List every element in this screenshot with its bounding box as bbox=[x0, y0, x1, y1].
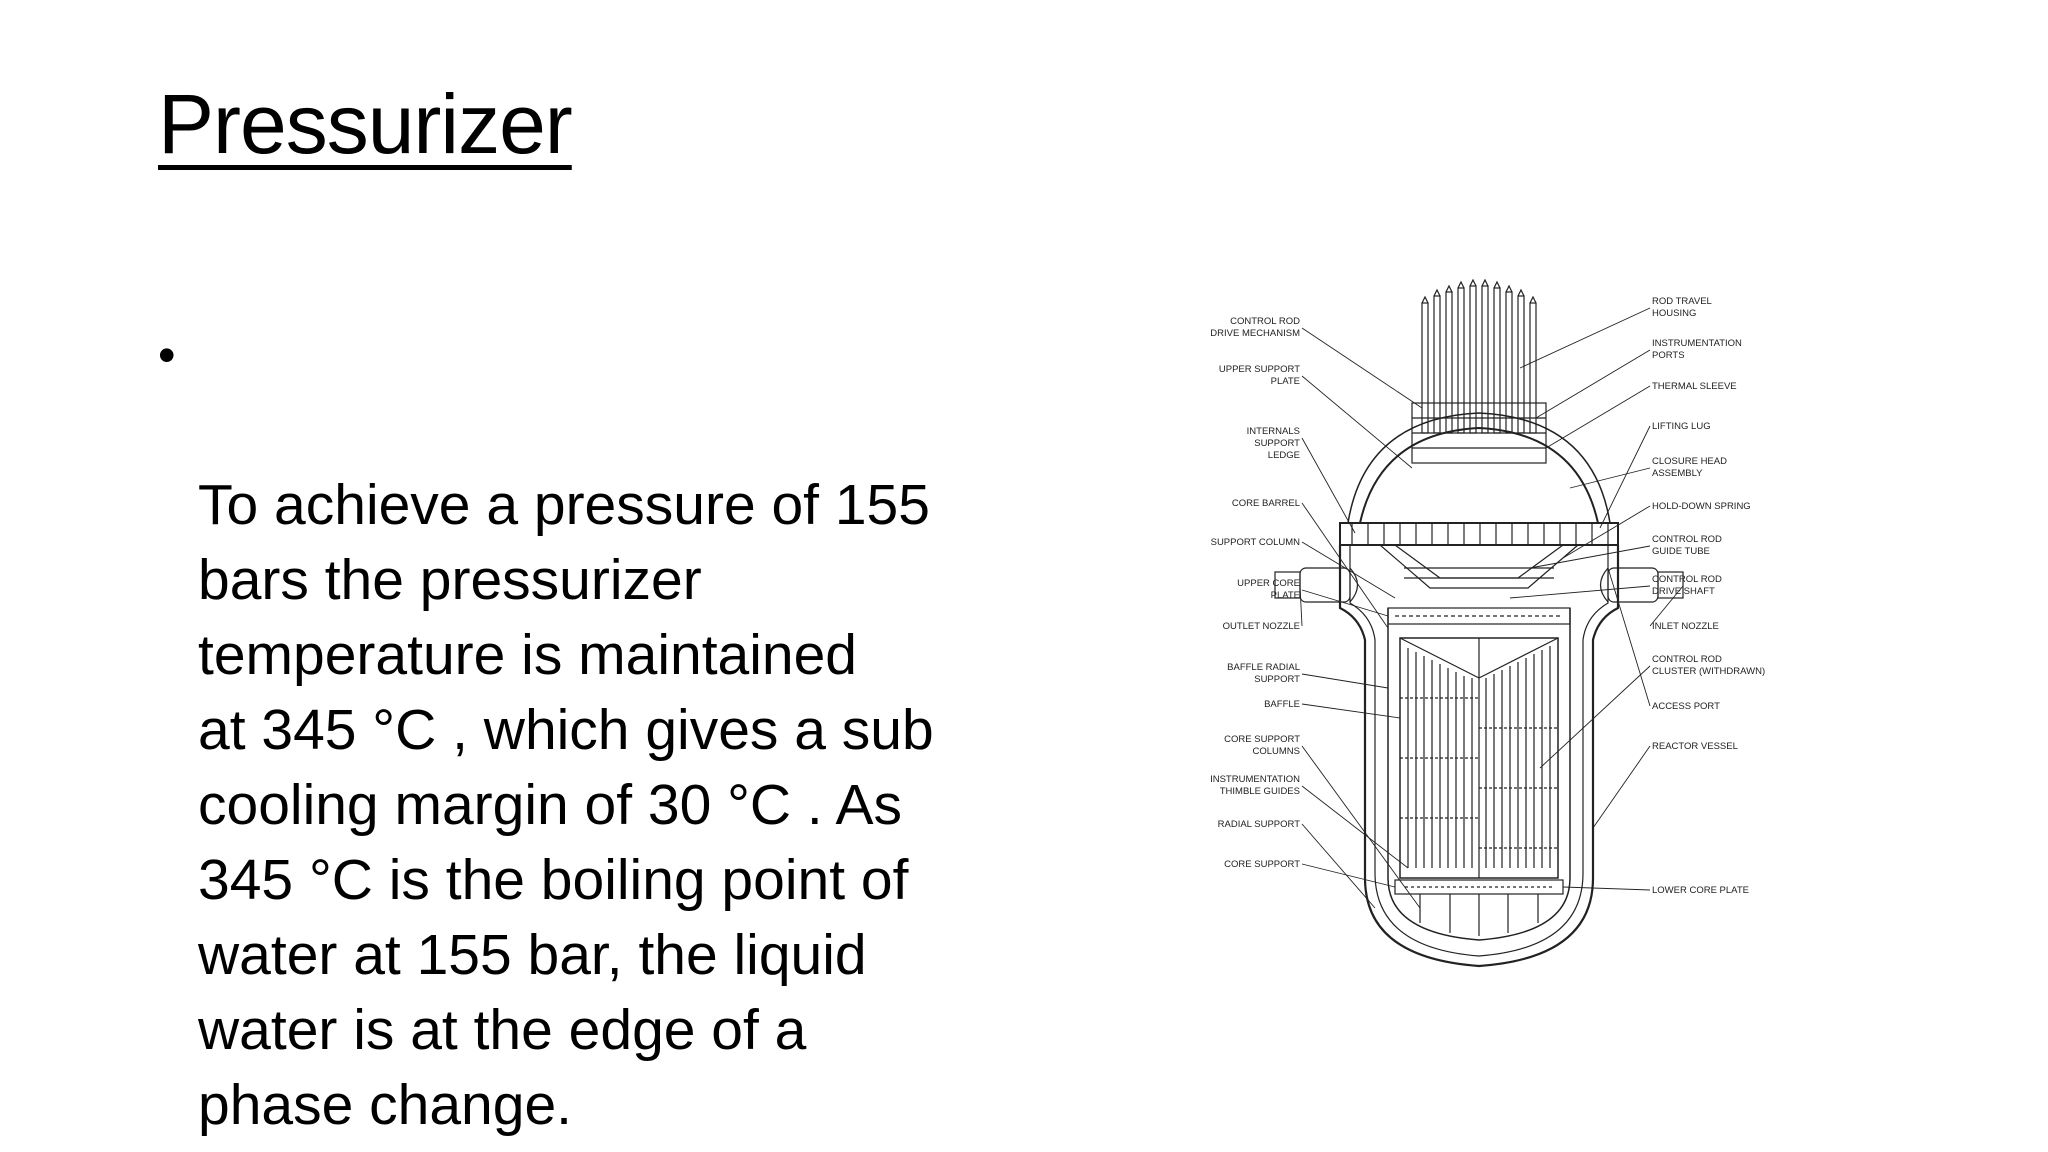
label-access-port: ACCESS PORT bbox=[1652, 701, 1720, 712]
label-radial-support: RADIAL SUPPORT bbox=[1217, 819, 1300, 830]
reactor-core bbox=[1400, 638, 1558, 878]
label-thermal-sleeve: THERMAL SLEEVE bbox=[1652, 381, 1737, 392]
label-control-rod-cluster: CONTROL ROD CLUSTER (WITHDRAWN) bbox=[1652, 654, 1766, 677]
label-inlet-nozzle: INLET NOZZLE bbox=[1652, 621, 1719, 632]
label-core-support: CORE SUPPORT bbox=[1224, 859, 1300, 870]
label-baffle-radial-support: BAFFLE RADIAL SUPPORT bbox=[1227, 662, 1300, 685]
bullet-list bbox=[158, 318, 1038, 1143]
rod-travel-housings bbox=[1422, 280, 1536, 433]
label-lower-core-plate: LOWER CORE PLATE bbox=[1652, 885, 1749, 896]
labels-right bbox=[1652, 296, 1765, 896]
label-core-barrel: CORE BARREL bbox=[1231, 498, 1300, 509]
nozzles bbox=[1275, 568, 1683, 602]
label-control-rod-drive-shaft: CONTROL ROD DRIVE SHAFT bbox=[1652, 574, 1722, 597]
closure-head bbox=[1360, 428, 1598, 523]
labels-left bbox=[1210, 316, 1300, 870]
label-outlet-nozzle: OUTLET NOZZLE bbox=[1222, 621, 1300, 632]
label-lifting-lug: LIFTING LUG bbox=[1652, 421, 1711, 432]
label-rod-travel-housing: ROD TRAVEL HOUSING bbox=[1652, 296, 1712, 319]
reactor-vessel-diagram bbox=[1190, 268, 1790, 980]
label-instrumentation-ports: INSTRUMENTATION PORTS bbox=[1652, 338, 1742, 361]
label-support-column: SUPPORT COLUMN bbox=[1210, 537, 1300, 548]
bullet-item bbox=[158, 318, 1038, 1143]
slide-title: Pressurizer bbox=[158, 77, 572, 171]
bullet-icon: • bbox=[158, 327, 176, 383]
label-internals-support-ledge: INTERNALS SUPPORT LEDGE bbox=[1246, 426, 1300, 461]
label-hold-down-spring: HOLD-DOWN SPRING bbox=[1652, 501, 1751, 512]
label-upper-support-plate: UPPER SUPPORT PLATE bbox=[1218, 364, 1300, 387]
label-closure-head-assembly: CLOSURE HEAD ASSEMBLY bbox=[1652, 456, 1727, 479]
label-upper-core-plate: UPPER CORE PLATE bbox=[1237, 578, 1300, 601]
label-baffle: BAFFLE bbox=[1264, 699, 1300, 710]
label-reactor-vessel: REACTOR VESSEL bbox=[1652, 741, 1738, 752]
label-instrumentation-thimble-guides: INSTRUMENTATION THIMBLE GUIDES bbox=[1210, 774, 1300, 797]
label-control-rod-guide-tube: CONTROL ROD GUIDE TUBE bbox=[1652, 534, 1722, 557]
label-control-rod-drive-mechanism: CONTROL ROD DRIVE MECHANISM bbox=[1210, 316, 1300, 339]
bullet-text: To achieve a pressure of 155 bars the pressurizer temperature is maintained at 345 °C , which gives a sub cooling margin of 30 °C . As 345 °C is the boiling point of water at 155 bar, the liquid water is at the edge of a phase change. bbox=[198, 473, 934, 1137]
label-core-support-columns: CORE SUPPORT COLUMNS bbox=[1224, 734, 1300, 757]
